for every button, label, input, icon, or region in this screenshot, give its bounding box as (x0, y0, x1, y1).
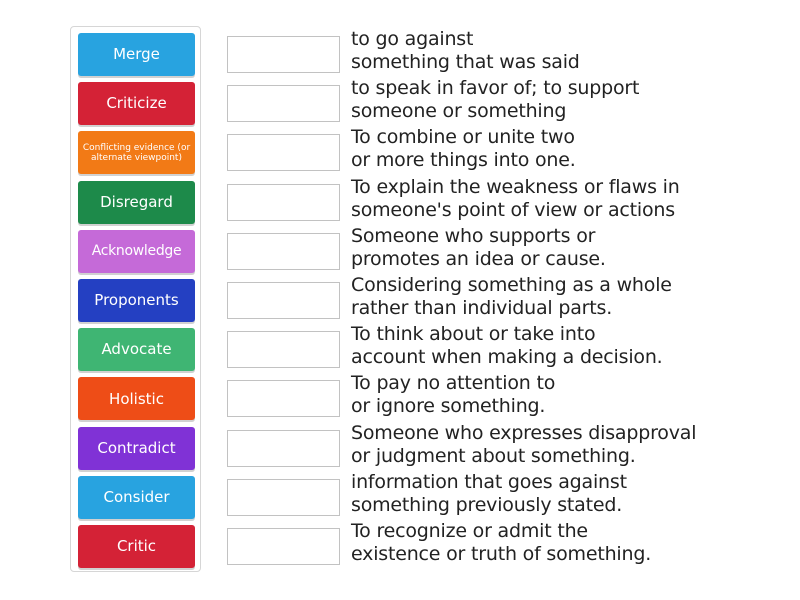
definition-line: existence or truth of something. (351, 543, 652, 565)
tile-conflicting-evidence-or-alternate-viewpoint[interactable]: Conflicting evidence (or alternate viewpoint) (78, 131, 195, 174)
definition-text (351, 28, 791, 74)
definition-line: something that was said (351, 51, 580, 73)
answer-drop-box[interactable] (227, 134, 340, 171)
definition-line: or ignore something. (351, 395, 546, 418)
definition-line: Considering something as a whole (351, 274, 672, 296)
word-bank (70, 26, 201, 572)
tile-contradict[interactable]: Contradict (78, 427, 195, 470)
answer-drop-box[interactable] (227, 36, 340, 73)
tile-merge[interactable]: Merge (78, 33, 195, 76)
answer-drop-box[interactable] (227, 331, 340, 368)
definition-text (351, 176, 791, 222)
definition-line: or more things into one. (351, 149, 576, 172)
tile-proponents[interactable]: Proponents (78, 279, 195, 322)
tile-disregard[interactable]: Disregard (78, 181, 195, 224)
answer-drop-box[interactable] (227, 233, 340, 270)
definition-line: To recognize or admit the (351, 520, 588, 542)
definition-line: account when making a decision. (351, 346, 663, 369)
definition-text (351, 520, 791, 566)
definition-line: rather than individual parts. (351, 297, 613, 319)
tile-consider[interactable]: Consider (78, 476, 195, 519)
definition-line: something previously stated. (351, 493, 623, 516)
answer-drop-box[interactable] (227, 282, 340, 319)
definition-line: to speak in favor of; to support (351, 77, 640, 100)
definition-text (351, 274, 791, 320)
definition-line: information that goes against (351, 470, 627, 493)
answer-drop-box[interactable] (227, 184, 340, 221)
definition-line: someone's point of view or actions (351, 198, 675, 221)
definition-text (351, 323, 791, 369)
definition-text (351, 471, 791, 517)
answer-drop-box[interactable] (227, 528, 340, 565)
definition-line: to go against (351, 28, 474, 50)
definition-text (351, 225, 791, 271)
definition-line: To think about or take into (351, 323, 596, 346)
definition-line: or judgment about something. (351, 444, 636, 467)
definition-line: Someone who supports or (351, 224, 596, 247)
definition-line: promotes an idea or cause. (351, 247, 606, 270)
answer-drop-box[interactable] (227, 479, 340, 516)
definition-text (351, 422, 791, 468)
definition-line: To combine or unite two (351, 126, 575, 149)
definition-line: someone or something (351, 100, 567, 123)
definition-text (351, 77, 791, 123)
tile-advocate[interactable]: Advocate (78, 328, 195, 371)
answer-drop-box[interactable] (227, 430, 340, 467)
definition-text (351, 372, 791, 418)
tile-critic[interactable]: Critic (78, 525, 195, 568)
answer-drop-box[interactable] (227, 85, 340, 122)
definition-line: Someone who expresses disapproval (351, 421, 697, 444)
definition-line: To pay no attention to (351, 372, 556, 395)
tile-acknowledge[interactable]: Acknowledge (78, 230, 195, 273)
tile-criticize[interactable]: Criticize (78, 82, 195, 125)
tile-holistic[interactable]: Holistic (78, 377, 195, 420)
definition-line: To explain the weakness or flaws in (351, 175, 680, 198)
definition-text (351, 126, 791, 172)
answer-drop-box[interactable] (227, 380, 340, 417)
